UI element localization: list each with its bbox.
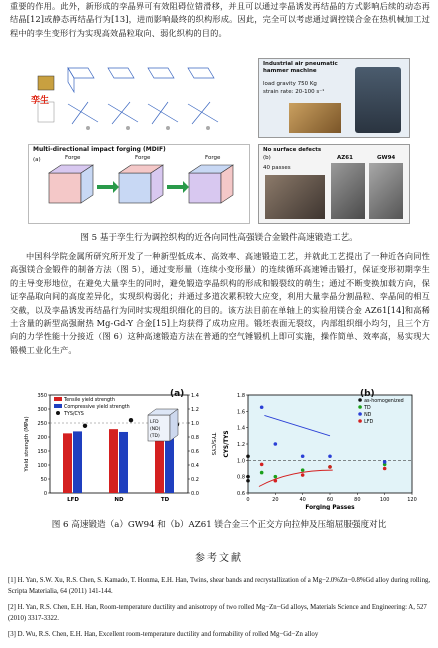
figure-6-caption: 图 6 高速锻造（a）GW94 和（b）AZ61 镁合金三个正交方向拉伸及压缩屈服强度对比 xyxy=(51,520,387,530)
y-tick-label: 150 xyxy=(37,449,47,455)
y2-tick-label: 0.8 xyxy=(191,435,199,441)
x-tick-label: 120 xyxy=(407,497,417,503)
bar-tensile xyxy=(63,433,72,493)
legend-label: as-homogenized xyxy=(364,399,404,404)
references-heading: 参考文献 xyxy=(195,553,243,564)
hammer-machine-photo xyxy=(258,58,410,138)
forge-label-1: Forge xyxy=(65,155,81,161)
mdif-schematic xyxy=(28,144,250,224)
chart-b-panel-label: (b) xyxy=(360,389,375,399)
y2-tick-label: 0.2 xyxy=(191,477,199,483)
mdif-cubes-svg xyxy=(29,155,249,225)
hammer-title: Industrial air pneumatic hammer machine xyxy=(263,61,338,74)
data-point-td xyxy=(260,471,264,475)
x-axis-label: Forging Passes xyxy=(305,505,355,510)
load-gravity: load gravity 750 Kg xyxy=(263,81,317,87)
x-tick-label: 20 xyxy=(272,497,279,503)
y-axis-label: CYS/TYS xyxy=(224,430,230,458)
bar-compressive xyxy=(119,432,128,493)
x-tick-label: ND xyxy=(114,497,124,503)
legend-label: TD xyxy=(364,406,371,411)
inset-cube-label: (TD) xyxy=(150,434,160,439)
y-tick-label: 350 xyxy=(37,393,47,399)
x-tick-label: 60 xyxy=(326,497,334,503)
sample-block-2 xyxy=(331,163,365,219)
passes-label: 40 passes xyxy=(263,165,291,171)
plot-frame xyxy=(248,395,412,493)
legend-label: ND xyxy=(364,413,372,418)
data-point-as-homogenized xyxy=(246,479,250,483)
figure-5 xyxy=(28,58,410,224)
forge-label-2: Forge xyxy=(135,155,151,161)
chart-b-svg xyxy=(220,385,420,510)
twin-schematic-svg xyxy=(28,58,230,136)
y2-tick-label: 0.6 xyxy=(191,449,199,455)
legend-swatch xyxy=(358,412,362,416)
y2-tick-label: 0.4 xyxy=(191,463,199,469)
inset-cube-label: LFD xyxy=(150,420,159,425)
sample-block-1 xyxy=(265,175,325,219)
hammer-image xyxy=(355,67,401,133)
legend-swatch xyxy=(358,419,362,423)
twin-label: 孪生 xyxy=(31,96,50,106)
inset-cube-side xyxy=(170,409,178,441)
inset-cube-label: (ND) xyxy=(150,427,161,432)
legend-label: Compressive yield strength xyxy=(64,405,130,410)
gw94-label: GW94 xyxy=(377,155,396,161)
data-point-lfd xyxy=(383,467,387,471)
x-tick-label: 100 xyxy=(379,497,390,503)
ratio-point xyxy=(83,424,87,428)
forged-sample-image xyxy=(289,103,341,133)
legend-swatch xyxy=(54,397,62,401)
no-defects-label: No surface defects xyxy=(263,147,322,153)
panel-a-label: (a) xyxy=(33,157,41,163)
bar-tensile xyxy=(109,429,118,493)
y-axis-label: Yield strength (MPa) xyxy=(24,416,30,472)
y-tick-label: 50 xyxy=(40,477,47,483)
y-tick-label: 250 xyxy=(37,421,47,427)
y-tick-label: 0.8 xyxy=(237,474,245,481)
x-tick-label: 40 xyxy=(299,497,306,503)
data-point-nd xyxy=(383,460,387,464)
x-tick-label: 80 xyxy=(354,497,361,503)
y-tick-label: 1.4 xyxy=(237,425,245,432)
y-tick-label: 1.0 xyxy=(237,458,245,465)
top-paragraph: 重要的作用。此外，新形成的孪晶界可有效阻碍位错滑移，并且可以通过孪晶诱发再结晶的方式影响后续的动态再结晶[12]或静态再结晶行为[13]，进而影响最终的织构形成。因此，完全可以考虑通过调控镁合金在热机械加工过程中的孪生变形行为实现高效晶粒取向、弱化织构的目的。 xyxy=(10,1,430,38)
y-tick-label: 200 xyxy=(37,435,47,441)
legend-swatch xyxy=(54,404,62,408)
figure-6 xyxy=(20,385,420,510)
data-point-td xyxy=(301,468,305,472)
strain-rate: strain rate: 20-100 s⁻¹ xyxy=(263,89,325,95)
y2-tick-label: 1.0 xyxy=(191,421,199,427)
data-point-lfd xyxy=(328,465,332,469)
data-point-lfd xyxy=(260,463,264,467)
legend-label: LFD xyxy=(364,420,374,425)
data-point-nd xyxy=(328,454,332,458)
data-point-as-homogenized xyxy=(246,454,250,458)
y2-tick-label: 0.0 xyxy=(191,491,199,497)
mdif-title: Multi-directional impact forging (MDIF) xyxy=(33,146,166,153)
panel-b-label: (b) xyxy=(263,155,271,161)
y-tick-label: 0.6 xyxy=(237,491,245,497)
y2-tick-label: 1.2 xyxy=(191,407,199,413)
legend-swatch xyxy=(358,405,362,409)
reference-item: [3] D. Wu, R.S. Chen, E.H. Han, Excellent room-temperature ductility and formability of rolled Mg−Gd−Zn alloy xyxy=(8,631,319,638)
y-tick-label: 300 xyxy=(37,407,47,413)
y2-tick-label: 1.4 xyxy=(191,393,199,399)
y-tick-label: 0 xyxy=(43,491,47,497)
y-tick-label: 1.8 xyxy=(237,393,245,399)
y-tick-label: 1.2 xyxy=(237,442,245,448)
chart-a-svg xyxy=(20,385,220,510)
data-point-nd xyxy=(260,405,264,409)
legend-label: TYS/CYS xyxy=(64,412,84,417)
twin-schematic xyxy=(28,58,230,136)
reference-item: [2] H. Yan, R.S. Chen, E.H. Han, Room-temperature ductility and anisotropy of two rolled Mg−Zn−Gd alloys, Materials Science and Engineering: A, 527 (2010) 3317-3322. xyxy=(8,604,427,622)
reference-item: [1] H. Yan, S.W. Xu, R.S. Chen, S. Kamado, T. Honma, E.H. Han, Twins, shear bands and recrystallization of a Mg−2.0%Zn−0.8%Gd alloy during rolling, Scripta Materialia, 64 (2011) 141-144. xyxy=(8,577,431,595)
x-tick-label: TD xyxy=(160,497,170,503)
body-paragraph: 中国科学院金属所研究所开发了一种新型低成本、高效率、高速锻造工艺，并就此工艺提出了一种近各向同性高强镁合金锻件的制备方法（图 5），通过变形量（连续小变形量）的连续循环高速锤击锻打，保证变形初期孪生的主导变形地位，在避免大量孪生的同时，避免锻造孪晶织构的形成和锻裂纹的萌生；通过不断变换加载方向，保证孪晶取向间的高度差异化，实现织构弱化；并通过多道次累积较大应变，利用大量孪晶分割晶粒、孪晶间的相互交截，以及孪晶诱发再结晶行为同时实现组织细化的目的。该方法目前在单轴上的实验用镁合金 AZ61[14]和高稀土含量的新型高强耐热 Mg-Gd-Y 合金[15]上均获得了成功应用。锻坯表面无裂纹，内部组织细小均匀，且三个方向的力学性能十分接近（图 6）这种高速锻造方法在普通的空气锤锻机上即可实施，操作简单、效率高，易实现大锻模工业化生产。 xyxy=(10,251,430,355)
data-point-nd xyxy=(274,442,278,446)
legend-label: Tensile yield strength xyxy=(64,398,115,403)
bar-compressive xyxy=(73,431,82,493)
y-tick-label: 100 xyxy=(37,463,47,469)
data-point-td xyxy=(274,475,278,479)
sample-block-3 xyxy=(369,163,403,219)
ratio-point xyxy=(129,418,133,422)
y2-axis-label: TYS/CYS xyxy=(210,432,216,456)
data-point-nd xyxy=(301,454,305,458)
az61-label: AZ61 xyxy=(337,155,353,161)
data-point-lfd xyxy=(301,473,305,477)
x-tick-label: 0 xyxy=(246,497,250,503)
legend-swatch xyxy=(56,411,60,415)
figure-5-caption: 图 5 基于孪生行为调控织构的近各向同性高强镁合金锻件高速锻造工艺。 xyxy=(80,233,358,243)
chart-a-panel-label: (a) xyxy=(170,389,185,399)
forge-label-3: Forge xyxy=(205,155,221,161)
data-point-as-homogenized xyxy=(246,475,250,479)
forged-samples-photo xyxy=(258,144,410,224)
x-tick-label: LFD xyxy=(67,497,79,503)
y-tick-label: 1.6 xyxy=(237,409,245,416)
